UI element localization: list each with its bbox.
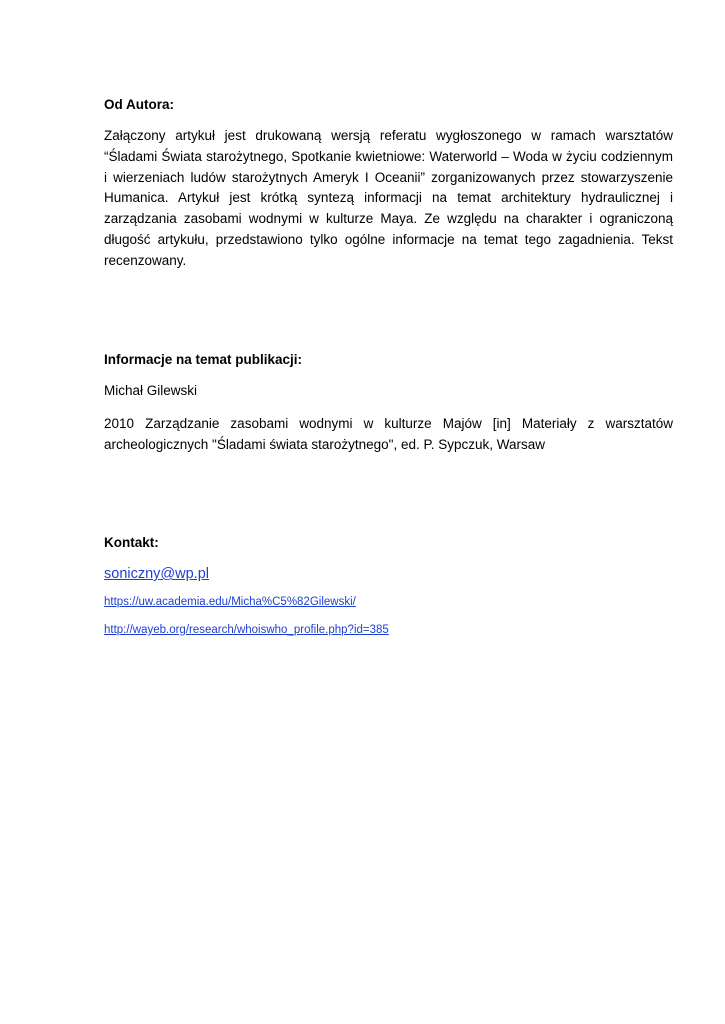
publication-info-section — [104, 351, 673, 455]
publication-info-heading: Informacje na temat publikacji: — [104, 352, 303, 367]
publication-citation: 2010 Zarządzanie zasobami wodnymi w kulturze Majów [in] Materiały z warsztatów archeologicznych "Śladami świata starożytnego", ed. P. Sypczuk, Warsaw — [104, 415, 673, 452]
email-link[interactable]: soniczny@wp.pl — [104, 566, 209, 582]
author-note-paragraph: Załączony artykuł jest drukowaną wersją referatu wygłoszonego w ramach warsztatów “Śladami Świata starożytnego, Spotkanie kwietniowe: Waterworld – Woda w życiu codziennym i wierzeniach ludów starożytnych Ameryk I Oceanii” zorganizowanych przez stowarzyszenie Humanica. Artykuł jest krótką syntezą informacji na temat architektury hydraulicznej i zarządzania zasobami wodnymi w kulturze Maya. Ze względu na charakter i ograniczoną długość artykułu, przedstawiono tylko ogólne informacje na temat tego zagadnienia. Tekst recenzowany. — [104, 128, 673, 268]
contact-section — [104, 534, 673, 638]
author-note-section — [104, 96, 673, 272]
academia-profile-link[interactable]: https://uw.academia.edu/Micha%C5%82Gilewski/ — [104, 596, 356, 608]
author-note-heading: Od Autora: — [104, 97, 174, 112]
publication-author: Michał Gilewski — [104, 383, 198, 398]
wayeb-profile-link[interactable]: http://wayeb.org/research/whoiswho_profile.php?id=385 — [104, 624, 389, 636]
contact-heading: Kontakt: — [104, 535, 159, 550]
